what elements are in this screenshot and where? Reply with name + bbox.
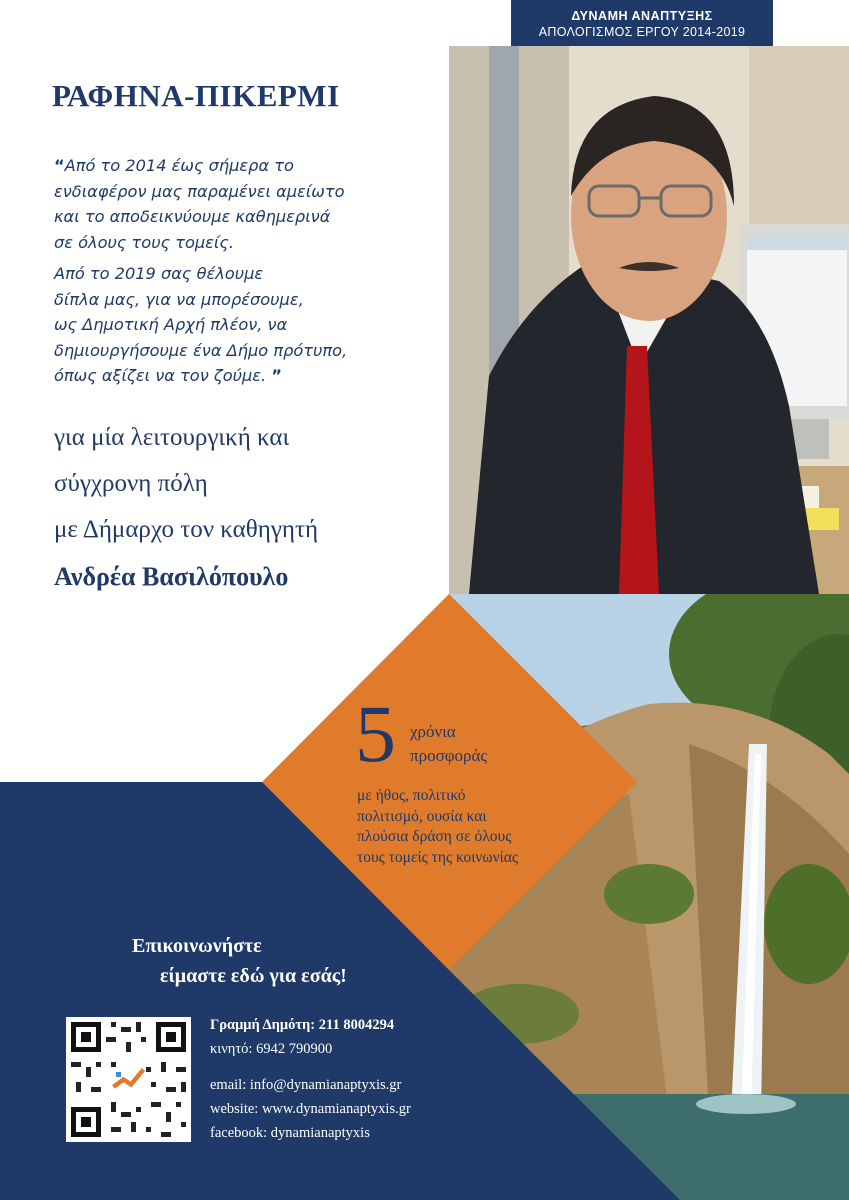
offer-line: με ήθος, πολιτικό <box>357 787 466 804</box>
tagline-line-3: με Δήμαρχο τον καθηγητή <box>54 516 319 543</box>
quote-paragraph-1 <box>54 153 434 255</box>
offer-description <box>357 786 577 868</box>
quote-line: Από το 2019 σας θέλουμε <box>54 264 264 283</box>
header-badge <box>511 0 773 46</box>
quote-line: σε όλους τους τομείς. <box>54 232 235 252</box>
tagline-line-2: σύγχρονη πόλη <box>54 470 208 497</box>
quote-paragraph-2 <box>54 261 434 389</box>
qr-code-icon[interactable] <box>66 1017 191 1142</box>
website-link[interactable]: website: www.dynamianaptyxis.gr <box>210 1101 411 1117</box>
quote-line: και το αποδεικνύουμε καθημερινά <box>54 207 331 226</box>
facebook-link[interactable]: facebook: dynamianaptyxis <box>210 1125 370 1141</box>
quote-line: Από το 2014 έως σήμερα το <box>64 156 294 175</box>
hotline: Γραμμή Δημότη: 211 8004294 <box>210 1017 395 1033</box>
years-number: 5 <box>355 688 396 779</box>
page-title: ΡΑΦΗΝΑ-ΠΙΚΕΡΜΙ <box>52 78 340 113</box>
open-quote-mark: “ <box>54 156 65 175</box>
mayor-name: Ανδρέα Βασιλόπουλο <box>54 562 289 591</box>
offer-line: τους τομείς της κοινωνίας <box>357 848 519 866</box>
qr-code-graphic <box>66 1017 191 1142</box>
quote-line: ενδιαφέρον μας παραμένει αμείωτο <box>54 181 345 201</box>
mobile-phone: κινητό: 6942 790900 <box>210 1041 333 1057</box>
tagline-line-1: για μία λειτουργική και <box>54 424 290 451</box>
report-subtitle: ΑΠΟΛΟΓΙΣΜΟΣ ΕΡΓΟΥ 2014-2019 <box>538 25 746 39</box>
contact-subheading: είμαστε εδώ για εσάς! <box>160 965 347 987</box>
contact-heading: Επικοινωνήστε <box>132 935 262 957</box>
offer-line: πλούσια δράση σε όλους <box>357 828 512 845</box>
quote-line: όπως αξίζει να τον ζούμε. <box>54 366 267 385</box>
quote-line: ως Δημοτική Αρχή πλέον, να <box>54 315 288 334</box>
close-quote-mark: ” <box>271 366 282 385</box>
email-link[interactable]: email: info@dynamianaptyxis.gr <box>210 1077 402 1093</box>
quote-line: δίπλα μας, για να μπορέσουμε, <box>54 289 304 309</box>
offer-line: πολιτισμό, ουσία και <box>357 807 487 825</box>
organization-name: ΔΥΝΑΜΗ ΑΝΑΠΤΥΞΗΣ <box>571 9 713 23</box>
quote-line: δημιουργήσουμε ένα Δήμο πρότυπο, <box>54 340 348 360</box>
years-label: χρόνια <box>410 722 456 741</box>
offer-label: προσφοράς <box>410 746 488 765</box>
